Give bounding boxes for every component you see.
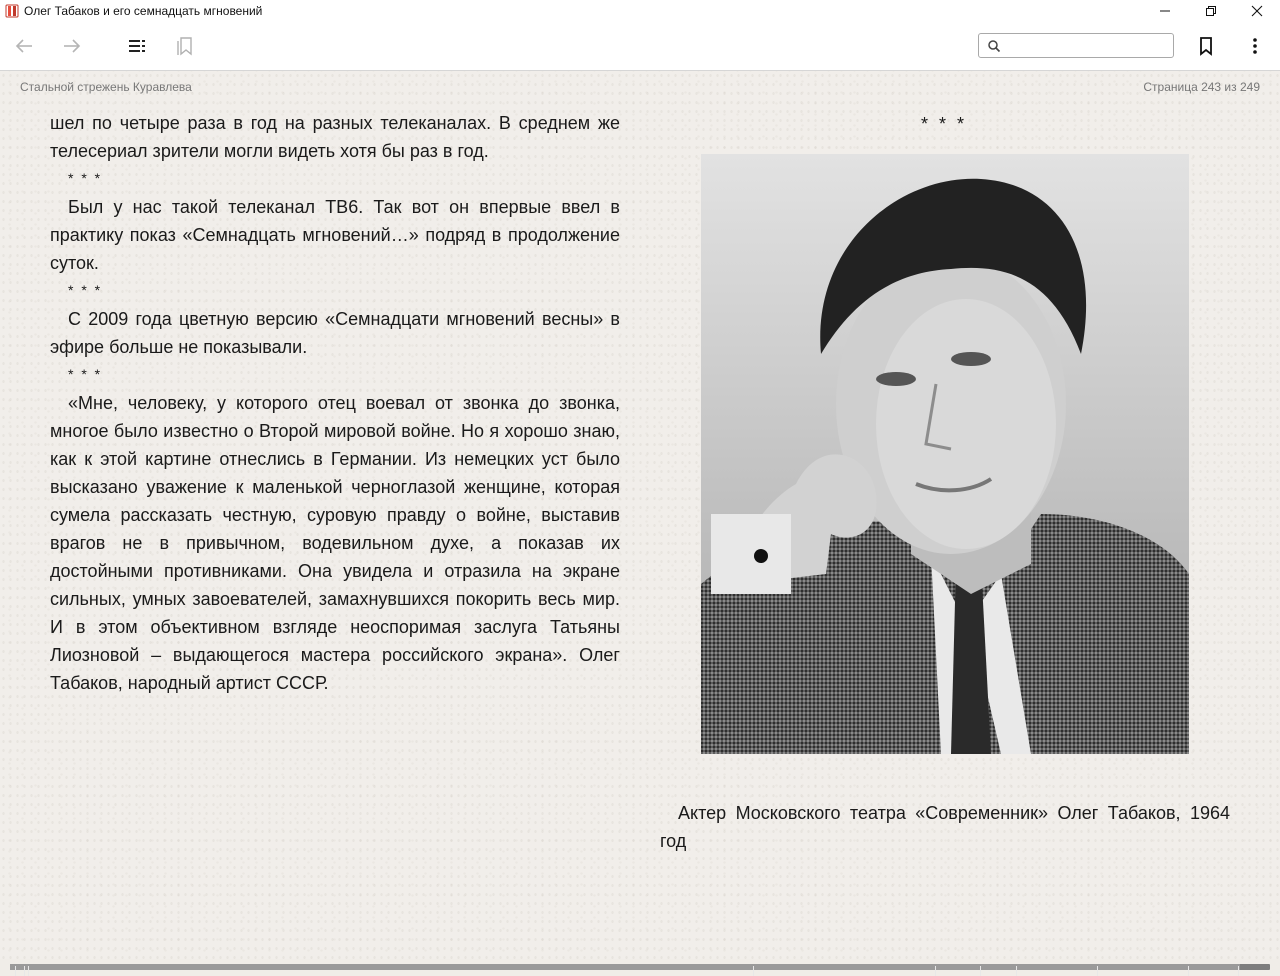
window-title: Олег Табаков и его семнадцать мгновений <box>24 4 263 18</box>
page-indicator: Страница 243 из 249 <box>1143 80 1260 94</box>
minimize-button[interactable] <box>1142 0 1188 22</box>
chapter-tick <box>28 966 29 976</box>
arrow-right-icon <box>61 35 83 57</box>
add-bookmark-button[interactable] <box>1192 32 1220 60</box>
reading-progress-bar[interactable] <box>0 959 1280 976</box>
more-vertical-icon <box>1244 35 1266 57</box>
search-icon <box>987 39 1001 53</box>
chapter-tick <box>15 966 16 976</box>
reading-area[interactable] <box>0 71 1280 959</box>
chapter-tick <box>1238 966 1239 976</box>
section-separator: * * * <box>68 366 103 382</box>
left-page-text <box>50 109 620 697</box>
title-bar <box>0 0 1280 22</box>
restore-button[interactable] <box>1188 0 1234 22</box>
paragraph: шел по четыре раза в год на разных телеканалах. В среднем же телесериал зрители могли видеть хотя бы раз в год. <box>50 113 620 161</box>
app-book-icon <box>5 4 19 18</box>
bookmark-icon <box>1195 35 1217 57</box>
chapter-tick <box>1188 966 1189 976</box>
section-separator: * * * <box>920 114 968 134</box>
section-separator: * * * <box>68 282 103 298</box>
search-input[interactable] <box>1005 36 1169 56</box>
bookmarks-list-icon <box>174 35 196 57</box>
progress-fill <box>10 964 1240 970</box>
portrait-photo <box>701 154 1189 754</box>
bookmarks-list-button[interactable] <box>171 32 199 60</box>
chapter-tick <box>980 966 981 976</box>
search-box[interactable] <box>978 33 1174 58</box>
close-window-button[interactable] <box>1234 0 1280 22</box>
paragraph: Был у нас такой телеканал ТВ6. Так вот он впервые ввел в практику показ «Семнадцать мгновений…» подряд в продолжение суток. <box>50 197 620 273</box>
chapter-tick <box>1016 966 1017 976</box>
section-separator: * * * <box>68 170 103 186</box>
quote-paragraph: «Мне, человеку, у которого отец воевал от звонка до звонка, многое было известно о Второй мировой войне. Но я хорошо знаю, как к этой картине отнеслись в Германии. Из немецких уст было высказано уважение к маленькой черноглазой женщине, которая сумела рассказать честную, суровую правду о войне, выставив врагов не в привычном, водевильном духе, а показав их достойными противниками. Она увидела и отразила на экране сильных, умных завоевателей, замахнувшихся покорить весь мир. И в этом объективном взгляде неоспоримая заслуга Татьяны Лиозновой – выдающегося мастера российского экрана». Олег Табаков, народный артист СССР. <box>50 393 620 693</box>
table-of-contents-button[interactable] <box>123 32 151 60</box>
arrow-left-icon <box>13 35 35 57</box>
chapter-tick <box>24 966 25 976</box>
photo-caption: Актер Московского театра «Современник» Олег Табаков, 1964 год <box>660 803 1230 851</box>
forward-button[interactable] <box>58 32 86 60</box>
table-of-contents-icon <box>126 35 148 57</box>
more-menu-button[interactable] <box>1241 32 1269 60</box>
window-controls <box>1142 0 1280 22</box>
chapter-title: Стальной стрежень Куравлева <box>20 80 192 94</box>
chapter-tick <box>753 966 754 976</box>
back-button[interactable] <box>10 32 38 60</box>
chapter-tick <box>935 966 936 976</box>
paragraph: С 2009 года цветную версию «Семнадцати мгновений весны» в эфире больше не показывали. <box>50 309 620 357</box>
progress-track[interactable] <box>10 964 1270 970</box>
reader-toolbar <box>0 22 1280 71</box>
chapter-tick <box>1097 966 1098 976</box>
